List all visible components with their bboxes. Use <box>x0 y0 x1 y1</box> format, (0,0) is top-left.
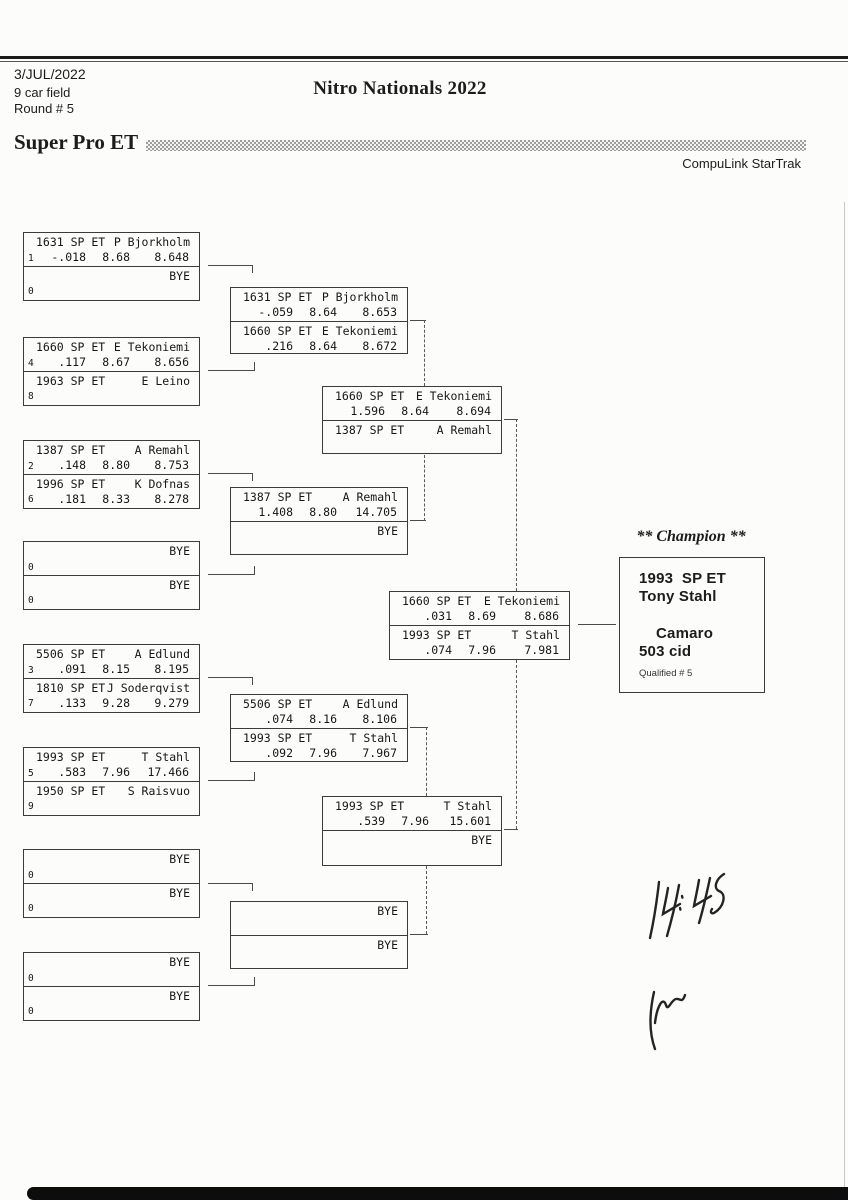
ladder-entry <box>24 986 199 1019</box>
connector-tick <box>252 677 253 685</box>
driver-name: BYE <box>471 833 492 847</box>
handwritten-time-note <box>650 874 724 938</box>
qualifier-seed: 9 <box>28 801 34 812</box>
ladder-entry <box>390 625 569 658</box>
connector-dashed <box>516 660 517 829</box>
car-number: 1993 SP ET <box>36 750 106 764</box>
ladder-entry <box>24 233 199 266</box>
driver-name: BYE <box>169 886 190 900</box>
car-number: 1660 SP ET <box>402 594 472 608</box>
driver-name: E Tekoniemi <box>113 340 190 354</box>
driver-name: BYE <box>169 544 190 558</box>
ladder-entry <box>231 488 407 521</box>
qualifier-seed: 0 <box>28 286 34 297</box>
driver-name: A Remahl <box>342 490 398 504</box>
ladder-entry <box>390 592 569 625</box>
ladder-entry <box>323 830 501 863</box>
top-rule-thin <box>0 61 848 62</box>
driver-name: S Raisvuo <box>127 784 190 798</box>
top-rule-thick <box>0 56 848 59</box>
driver-name: A Edlund <box>342 697 398 711</box>
qualifier-seed: 0 <box>28 1006 34 1017</box>
qualifier-seed: 0 <box>28 870 34 881</box>
dial-in: 8.80 <box>102 458 130 472</box>
reaction-time: .583 <box>58 765 86 779</box>
ladder-entry <box>24 678 199 711</box>
champion-engine: 503 cid <box>639 643 692 660</box>
elapsed-time: 8.653 <box>362 305 397 319</box>
car-number: 1387 SP ET <box>36 443 106 457</box>
connector-tick <box>254 977 255 985</box>
connector-r2-4 <box>410 934 428 935</box>
driver-name: J Soderqvist <box>106 681 190 695</box>
connector-r1-6 <box>208 780 255 781</box>
round-number: Round # 5 <box>14 101 74 116</box>
elapsed-time: 8.694 <box>456 404 491 418</box>
ladder-entry <box>231 321 407 354</box>
driver-name: BYE <box>169 955 190 969</box>
semifinal-1-box <box>322 386 502 454</box>
connector-semi-2 <box>504 829 518 830</box>
reaction-time: .031 <box>424 609 452 623</box>
elapsed-time: 7.981 <box>524 643 559 657</box>
driver-name: BYE <box>169 269 190 283</box>
connector-final-to-champion <box>578 624 616 625</box>
ladder-entry <box>24 338 199 371</box>
ladder-entry <box>231 935 407 968</box>
ladder-entry <box>24 441 199 474</box>
dial-in: 8.64 <box>309 339 337 353</box>
dial-in: 8.16 <box>309 712 337 726</box>
reaction-time: 1.408 <box>258 505 293 519</box>
dial-in: 8.64 <box>309 305 337 319</box>
ladder-entry <box>24 781 199 814</box>
driver-name: T Stahl <box>349 731 398 745</box>
r2-match-4-box <box>230 901 408 969</box>
dial-in: 8.80 <box>309 505 337 519</box>
elapsed-time: 8.672 <box>362 339 397 353</box>
connector-r1-3 <box>208 473 253 474</box>
champion-qualified: Qualified # 5 <box>639 668 693 679</box>
reaction-time: .133 <box>58 696 86 710</box>
ladder-entry <box>231 695 407 728</box>
field-size: 9 car field <box>14 85 71 100</box>
driver-name: T Stahl <box>511 628 560 642</box>
car-number: 1950 SP ET <box>36 784 106 798</box>
scan-bottom-bar <box>27 1187 848 1200</box>
connector-tick <box>252 473 253 481</box>
ladder-entry <box>24 266 199 299</box>
connector-dashed <box>424 455 425 521</box>
reaction-time: .074 <box>265 712 293 726</box>
car-number: 1996 SP ET <box>36 477 106 491</box>
class-title: Super Pro ET <box>14 130 139 154</box>
ladder-entry <box>231 521 407 554</box>
dial-in: 8.64 <box>401 404 429 418</box>
r2-match-3-box <box>230 694 408 762</box>
halftone-divider-band <box>146 140 806 151</box>
ladder-entry <box>24 645 199 678</box>
driver-name: BYE <box>169 852 190 866</box>
driver-name: P Bjorkholm <box>321 290 398 304</box>
connector-r1-8 <box>208 985 255 986</box>
connector-dashed <box>516 419 517 591</box>
driver-name: E Tekoniemi <box>483 594 560 608</box>
elapsed-time: 8.753 <box>154 458 189 472</box>
reaction-time: .074 <box>424 643 452 657</box>
champion-car: 1993 SP ET <box>639 570 726 587</box>
car-number: 1660 SP ET <box>335 389 405 403</box>
driver-name: E Tekoniemi <box>321 324 398 338</box>
connector-tick <box>254 362 255 370</box>
r2-match-1-box <box>230 287 408 354</box>
ladder-entry <box>24 748 199 781</box>
timing-system-credit: CompuLink StarTrak <box>682 156 801 171</box>
connector-r1-5 <box>208 677 253 678</box>
qualifier-seed: 0 <box>28 973 34 984</box>
ladder-entry <box>323 387 501 420</box>
r1-match-4-box <box>23 541 200 610</box>
connector-r1-1 <box>208 265 253 266</box>
ladder-entry <box>323 420 501 453</box>
r2-match-2-box <box>230 487 408 555</box>
driver-name: E Leino <box>141 374 190 388</box>
qualifier-seed: 7 <box>28 698 34 709</box>
reaction-time: -.018 <box>51 250 86 264</box>
qualifier-seed: 0 <box>28 595 34 606</box>
ladder-entry <box>24 542 199 575</box>
driver-name: BYE <box>377 904 398 918</box>
car-number: 1963 SP ET <box>36 374 106 388</box>
ladder-entry <box>24 575 199 608</box>
ladder-entry <box>231 902 407 935</box>
elapsed-time: 14.705 <box>355 505 397 519</box>
r1-match-7-box <box>23 849 200 918</box>
dial-in: 7.96 <box>468 643 496 657</box>
connector-dashed <box>424 320 425 386</box>
car-number: 5506 SP ET <box>243 697 313 711</box>
elapsed-time: 8.686 <box>524 609 559 623</box>
champion-label: ** Champion ** <box>636 528 746 545</box>
driver-name: A Remahl <box>134 443 190 457</box>
ladder-entry <box>24 850 199 883</box>
dial-in: 7.96 <box>401 814 429 828</box>
ladder-entry <box>24 474 199 507</box>
car-number: 1993 SP ET <box>335 799 405 813</box>
qualifier-seed: 2 <box>28 461 34 472</box>
r1-match-6-box <box>23 747 200 816</box>
dial-in: 9.28 <box>102 696 130 710</box>
car-number: 1631 SP ET <box>243 290 313 304</box>
r1-match-3-box <box>23 440 200 509</box>
connector-dashed <box>426 866 427 934</box>
dial-in: 7.96 <box>309 746 337 760</box>
driver-name: K Dofnas <box>134 477 190 491</box>
dial-in: 8.67 <box>102 355 130 369</box>
elapsed-time: 7.967 <box>362 746 397 760</box>
connector-tick <box>254 772 255 780</box>
driver-name: BYE <box>169 989 190 1003</box>
driver-name: T Stahl <box>141 750 190 764</box>
connector-r1-4 <box>208 574 255 575</box>
driver-name: E Tekoniemi <box>415 389 492 403</box>
ladder-entry <box>24 953 199 986</box>
driver-name: BYE <box>169 578 190 592</box>
connector-tick <box>254 566 255 574</box>
reaction-time: .181 <box>58 492 86 506</box>
car-number: 1810 SP ET <box>36 681 106 695</box>
qualifier-seed: 0 <box>28 903 34 914</box>
ladder-entry <box>231 288 407 321</box>
r1-match-5-box <box>23 644 200 713</box>
champion-box <box>619 557 765 693</box>
qualifier-seed: 5 <box>28 768 34 779</box>
driver-name: P Bjorkholm <box>113 235 190 249</box>
driver-name: BYE <box>377 524 398 538</box>
driver-name: T Stahl <box>443 799 492 813</box>
driver-name: A Edlund <box>134 647 190 661</box>
qualifier-seed: 8 <box>28 391 34 402</box>
champion-vehicle: Camaro <box>656 625 714 642</box>
ladder-entry <box>24 371 199 404</box>
elapsed-time: 8.106 <box>362 712 397 726</box>
car-number: 1631 SP ET <box>36 235 106 249</box>
reaction-time: .117 <box>58 355 86 369</box>
ladder-entry <box>323 797 501 830</box>
r1-match-2-box <box>23 337 200 406</box>
semifinal-2-box <box>322 796 502 866</box>
handwritten-annotations <box>600 850 780 1070</box>
dial-in: 8.68 <box>102 250 130 264</box>
qualifier-seed: 1 <box>28 253 34 264</box>
driver-name: BYE <box>377 938 398 952</box>
car-number: 1387 SP ET <box>335 423 405 437</box>
connector-dashed <box>426 727 427 796</box>
reaction-time: .216 <box>265 339 293 353</box>
event-title: Nitro Nationals 2022 <box>313 78 487 99</box>
elapsed-time: 8.648 <box>154 250 189 264</box>
r1-match-1-box <box>23 232 200 301</box>
elapsed-time: 8.656 <box>154 355 189 369</box>
reaction-time: .539 <box>357 814 385 828</box>
reaction-time: .148 <box>58 458 86 472</box>
ladder-entry <box>24 883 199 916</box>
elapsed-time: 15.601 <box>449 814 491 828</box>
car-number: 1660 SP ET <box>243 324 313 338</box>
elapsed-time: 8.278 <box>154 492 189 506</box>
elapsed-time: 9.279 <box>154 696 189 710</box>
car-number: 1660 SP ET <box>36 340 106 354</box>
handwritten-scribble <box>650 992 685 1049</box>
dial-in: 8.15 <box>102 662 130 676</box>
qualifier-seed: 4 <box>28 358 34 369</box>
connector-tick <box>252 883 253 891</box>
driver-name: A Remahl <box>436 423 492 437</box>
reaction-time: .091 <box>58 662 86 676</box>
event-date: 3/JUL/2022 <box>14 66 86 82</box>
final-box <box>389 591 570 660</box>
champion-driver: Tony Stahl <box>639 588 717 605</box>
scan-edge-line <box>844 202 845 1188</box>
qualifier-seed: 6 <box>28 494 34 505</box>
elapsed-time: 8.195 <box>154 662 189 676</box>
car-number: 5506 SP ET <box>36 647 106 661</box>
car-number: 1387 SP ET <box>243 490 313 504</box>
dial-in: 7.96 <box>102 765 130 779</box>
car-number: 1993 SP ET <box>402 628 472 642</box>
qualifier-seed: 3 <box>28 665 34 676</box>
car-number: 1993 SP ET <box>243 731 313 745</box>
dial-in: 8.69 <box>468 609 496 623</box>
reaction-time: .092 <box>265 746 293 760</box>
ladder-entry <box>231 728 407 761</box>
connector-r1-7 <box>208 883 253 884</box>
qualifier-seed: 0 <box>28 562 34 573</box>
reaction-time: -.059 <box>258 305 293 319</box>
reaction-time: 1.596 <box>350 404 385 418</box>
r1-match-8-box <box>23 952 200 1021</box>
connector-r1-2 <box>208 370 255 371</box>
connector-tick <box>252 265 253 273</box>
elapsed-time: 17.466 <box>147 765 189 779</box>
dial-in: 8.33 <box>102 492 130 506</box>
